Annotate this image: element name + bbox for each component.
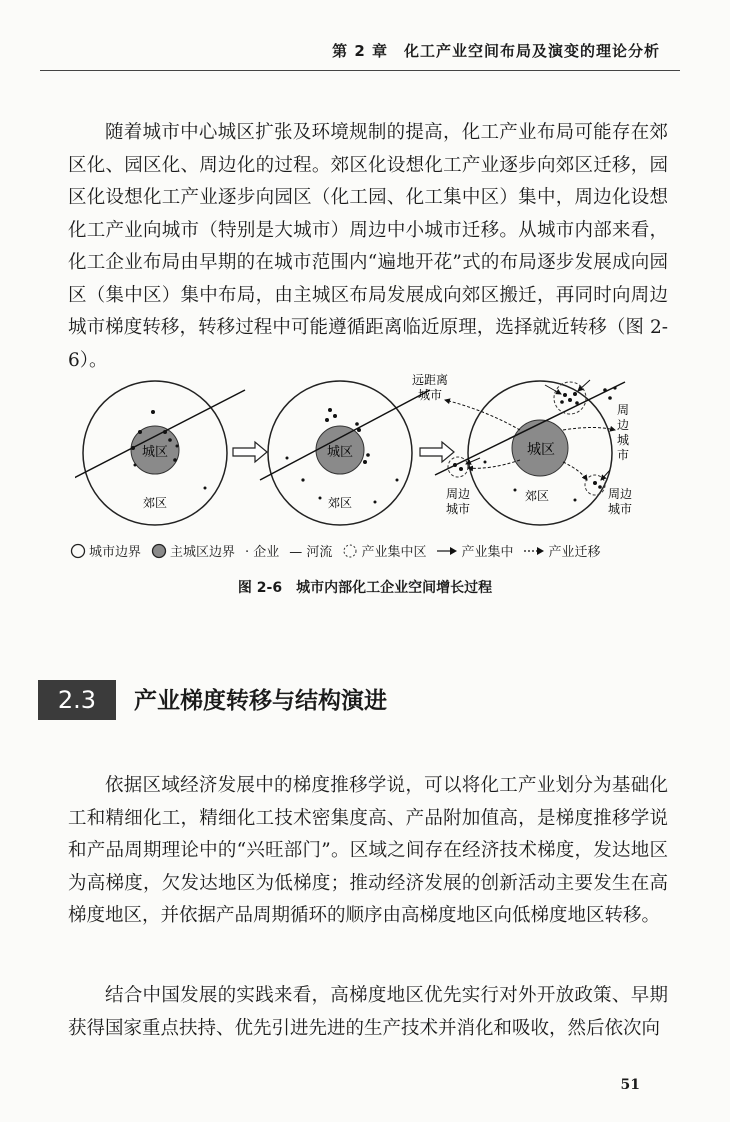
legend-enterprise: · 企业	[245, 545, 280, 560]
figure-legend	[70, 541, 670, 560]
legend-industry-migration	[523, 541, 600, 560]
legend-city-boundary-label: 城市边界	[89, 545, 142, 560]
panel-2	[260, 381, 430, 525]
surrounding-city-label-left-2: 城市	[445, 502, 471, 516]
legend-migration-label: 产业迁移	[548, 545, 601, 560]
legend-city-boundary	[70, 541, 141, 560]
legend-river: — 河流	[289, 545, 333, 560]
legend-cluster-label: 产业集中区	[361, 545, 427, 560]
city-label: 城区	[326, 445, 354, 460]
page-number: 51	[620, 1077, 640, 1093]
surrounding-city-label-right: 周边城市	[616, 403, 630, 462]
paragraph-3: 结合中国发展的实践来看，高梯度地区优先实行对外开放政策、早期获得国家重点扶持、优先引进先进的生产技术并消化和吸收，然后依次向	[68, 985, 668, 1039]
suburb-label: 郊区	[142, 496, 168, 510]
legend-main-city-icon	[151, 543, 167, 559]
legend-industry-concentration	[436, 541, 513, 560]
legend-migration-arrow-icon	[523, 546, 545, 556]
section-title: 产业梯度转移与结构演进	[134, 688, 387, 714]
city-label: 城区	[527, 442, 555, 458]
paragraph-1: 随着城市中心城区扩张及环境规制的提高，化工产业布局可能存在郊区化、园区化、周边化的过程。郊区化设想化工产业逐步向郊区迁移，园区化设想化工产业逐步向园区（化工园、化工集中区）集中，周边化设想化工产业向城市（特别是大城市）周边中小城市迁移。从城市内部来看，化工企业布局由早期的在城市范围内“遍地开花”式的布局逐步发展成向园区（集中区）集中布局，由主城区布局发展成向郊区搬迁，再同时向周边城市梯度转移，转移过程中可能遵循距离临近原理，选择就近转移（图 2-6）。	[68, 122, 668, 371]
transition-arrow-1	[233, 442, 267, 462]
running-header: 第 2 章 化工产业空间布局及演变的理论分析	[332, 42, 660, 60]
legend-concentration-label: 产业集中	[461, 545, 514, 560]
legend-cluster-icon	[342, 543, 358, 559]
header-rule	[40, 70, 680, 71]
legend-industry-cluster	[342, 541, 426, 560]
legend-concentration-arrow-icon	[436, 546, 458, 556]
figure-urban-growth	[75, 370, 665, 540]
legend-main-city-boundary	[151, 541, 235, 560]
remote-city-label: 远距离	[411, 373, 449, 387]
city-label: 城区	[141, 445, 169, 460]
panel-1	[75, 381, 245, 525]
legend-main-city-label: 主城区边界	[170, 545, 236, 560]
transition-arrow-2	[420, 442, 454, 462]
suburb-label: 郊区	[327, 496, 353, 510]
figure-caption: 图 2-6 城市内部化工企业空间增长过程	[237, 580, 493, 596]
surrounding-city-label-left: 周边	[445, 487, 471, 501]
legend-city-boundary-icon	[70, 543, 86, 559]
remote-city-label-2: 城市	[417, 388, 443, 402]
surrounding-city-label-bottom-right-2: 城市	[607, 502, 633, 516]
suburb-label: 郊区	[524, 489, 550, 503]
surrounding-city-label-bottom-right: 周边	[607, 487, 633, 501]
paragraph-2: 依据区域经济发展中的梯度推移学说，可以将化工产业划分为基础化工和精细化工，精细化工技术密集度高、产品附加值高，是梯度推移学说和产品周期理论中的“兴旺部门”。区域之间存在经济技术梯度，发达地区为高梯度，欠发达地区为低梯度；推动经济发展的创新活动主要发生在高梯度地区，并依据产品周期循环的顺序由高梯度地区向低梯度地区转移。	[68, 775, 668, 926]
section-number-badge: 2.3	[38, 680, 116, 720]
